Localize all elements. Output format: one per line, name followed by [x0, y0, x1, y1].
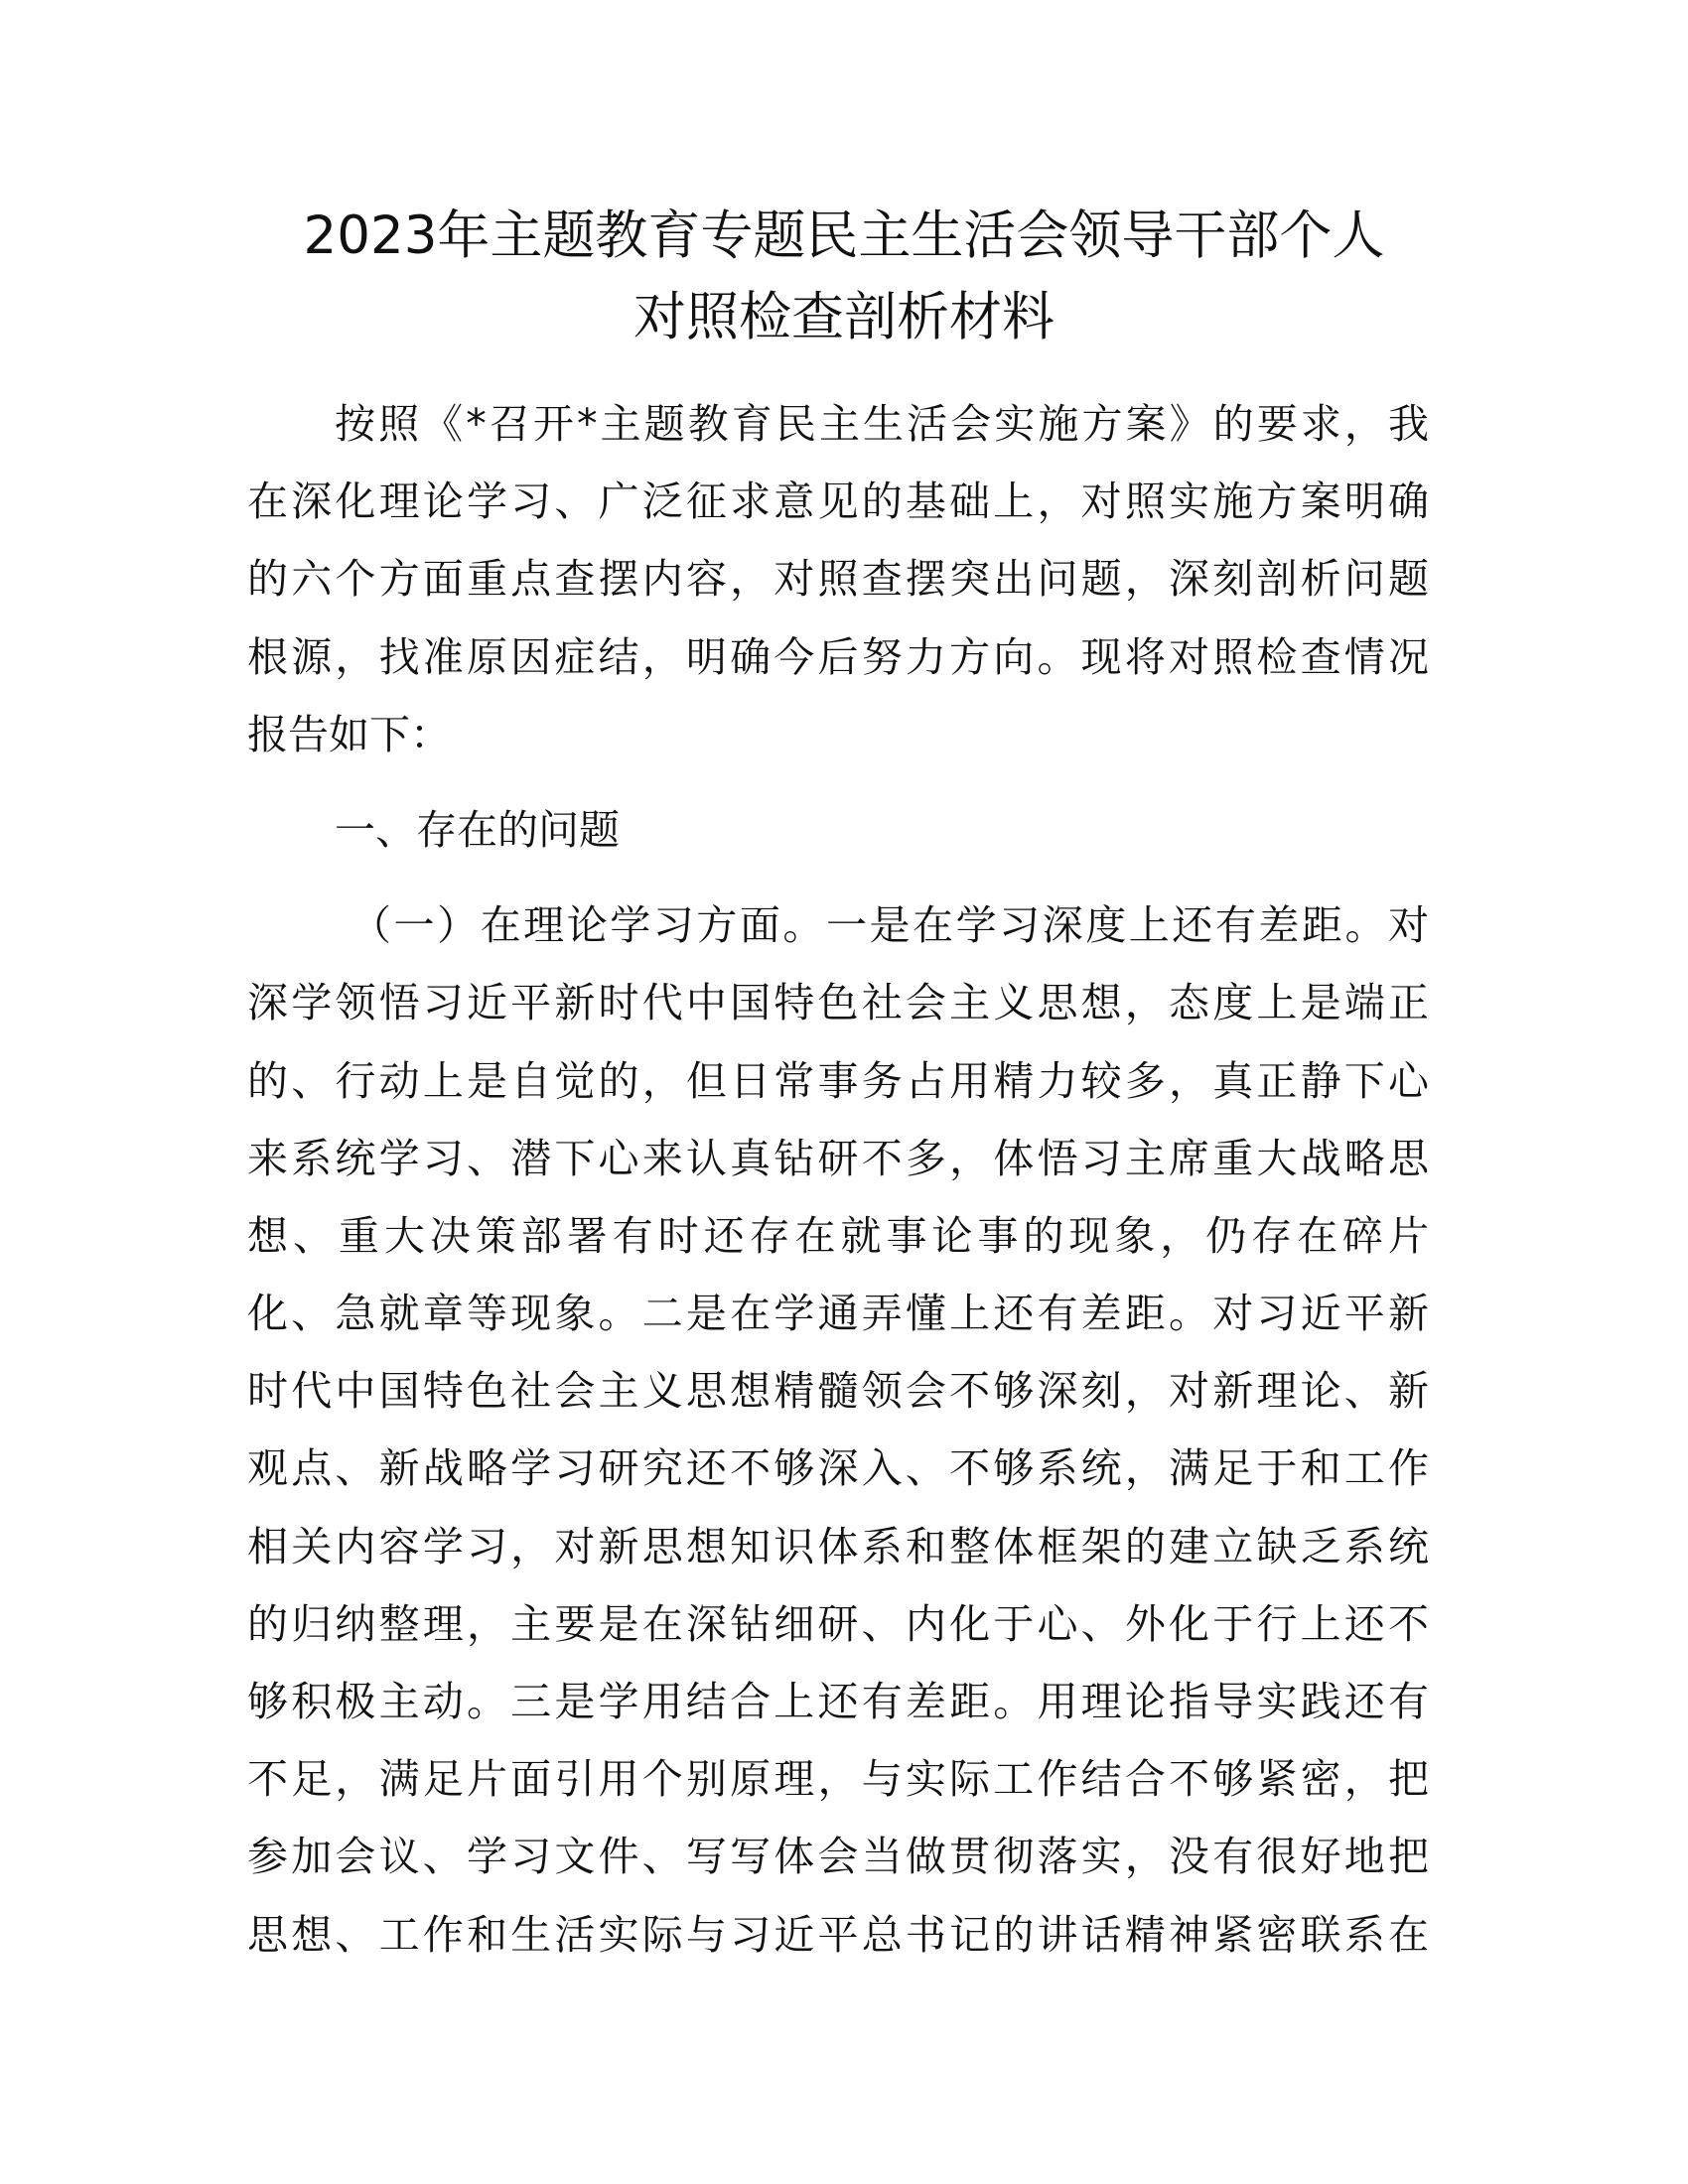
intro-line: 按照《*召开*主题教育民主生活会实施方案》的要求，我 — [335, 400, 1429, 448]
subsection-line: 参加会议、学习文件、写写体会当做贯彻落实，没有很好地把 — [247, 1833, 1429, 1881]
subsection-line: 的、行动上是自觉的，但日常事务占用精力较多，真正静下心 — [247, 1056, 1429, 1105]
subsection-line: 够积极主动。三是学用结合上还有差距。用理论指导实践还有 — [247, 1678, 1429, 1725]
subsection-line: 的归纳整理，主要是在深钻细研、内化于心、外化于行上还不 — [247, 1599, 1429, 1648]
intro-line: 在深化理论学习、广泛征求意见的基础上，对照实施方案明确 — [247, 478, 1429, 526]
subsection-line: 相关内容学习，对新思想知识体系和整体框架的建立缺乏系统 — [247, 1522, 1429, 1570]
paragraph-gap — [247, 869, 1429, 887]
subsection-line: 想、重大决策部署有时还存在就事论事的现象，仍存在碎片 — [247, 1211, 1429, 1260]
paragraph-gap — [247, 773, 1429, 791]
subsection-line: （一）在理论学习方面。一是在学习深度上还有差距。对 — [351, 901, 1429, 950]
document-body — [247, 385, 1429, 1974]
document-title-line-2: 对照检查剖析材料 — [633, 287, 1055, 347]
subsection-line: 时代中国特色社会主义思想精髓领会不够深刻，对新理论、新 — [247, 1367, 1429, 1416]
section-heading: 一、存在的问题 — [335, 805, 620, 854]
document-title-line-1: 2023年主题教育专题民主生活会领导干部个人 — [303, 205, 1385, 266]
subsection-line: 观点、新战略学习研究还不够深入、不够系统，满足于和工作 — [247, 1444, 1429, 1493]
subsection-line: 思想、工作和生活实际与习近平总书记的讲话精神紧密联系在 — [247, 1910, 1429, 1959]
subsection-line: 化、急就章等现象。二是在学通弄懂上还有差距。对习近平新 — [247, 1290, 1429, 1338]
intro-line: 的六个方面重点查摆内容，对照查摆突出问题，深刻剖析问题 — [247, 555, 1429, 604]
subsection-line: 来系统学习、潜下心来认真钻研不多，体悟习主席重大战略思 — [247, 1134, 1429, 1182]
intro-line: 根源，找准原因症结，明确今后努力方向。现将对照检查情况 — [247, 632, 1429, 681]
intro-line: 报告如下： — [247, 710, 451, 758]
subsection-line: 深学领悟习近平新时代中国特色社会主义思想，态度上是端正 — [247, 979, 1429, 1027]
subsection-line: 不足，满足片面引用个别原理，与实际工作结合不够紧密，把 — [247, 1755, 1429, 1804]
